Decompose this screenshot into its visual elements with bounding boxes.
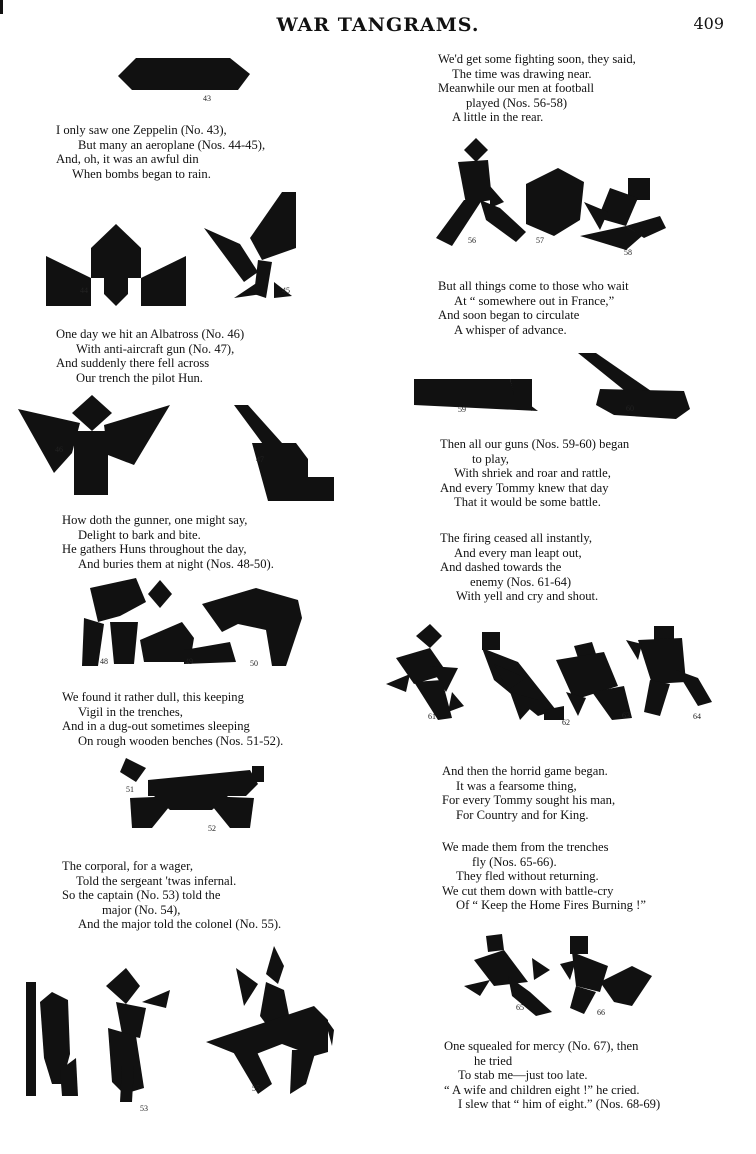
figure-number-60: 60 <box>626 404 634 413</box>
figure-number-52: 52 <box>208 824 216 833</box>
figure-number-64: 64 <box>693 712 701 721</box>
verse-line: I slew that “ him of eight.” (Nos. 68-69) <box>458 1097 661 1112</box>
verse-line: On rough wooden benches (Nos. 51-52). <box>78 733 284 748</box>
verse-line: fly (Nos. 65-66). <box>472 854 557 869</box>
page-edge-mark <box>0 0 3 14</box>
verse-line: We found it rather dull, this keeping <box>62 690 244 704</box>
figure-number-65: 65 <box>516 1003 524 1012</box>
verse-line: One day we hit an Albatross (No. 46) <box>56 327 245 341</box>
right-stanza-3 <box>440 437 629 510</box>
verse-line: And every Tommy knew that day <box>440 480 609 495</box>
figure-65-66-fleeing <box>464 930 660 1018</box>
verse-line: That it would be some battle. <box>454 495 601 510</box>
figure-number-59: 59 <box>458 405 466 414</box>
verse-line: We cut them down with battle-cry <box>442 883 614 898</box>
verse-line: But many an aeroplane (Nos. 44-45), <box>78 137 266 152</box>
verse-line: played (Nos. 56-58) <box>466 95 568 110</box>
verse-line: We made them from the trenches <box>442 840 609 854</box>
verse-line: to play, <box>472 451 509 466</box>
left-stanza-3 <box>62 513 274 571</box>
verse-line: “ A wife and children eight !” he cried. <box>444 1082 640 1097</box>
verse-line: Told the sergeant 'twas infernal. <box>76 873 237 888</box>
verse-line: And buries them at night (Nos. 48-50). <box>78 556 274 571</box>
figure-46-albatross <box>18 395 170 497</box>
verse-line: A whisper of advance. <box>454 322 567 337</box>
verse-line: For Country and for King. <box>456 807 589 822</box>
verse-line: The time was drawing near. <box>452 66 592 81</box>
figure-56-58-football <box>430 138 670 258</box>
left-stanza-1 <box>56 123 265 181</box>
figure-43-zeppelin <box>118 52 258 96</box>
figure-number-61: 61 <box>428 712 436 721</box>
running-title: WAR TANGRAMS. <box>276 14 480 36</box>
verse-line: With shriek and roar and rattle, <box>454 466 611 481</box>
verse-line: The firing ceased all instantly, <box>440 531 593 545</box>
figure-number-57: 57 <box>536 236 544 245</box>
left-stanza-2 <box>56 327 244 385</box>
figure-number-51: 51 <box>126 785 134 794</box>
verse-line: And the major told the colonel (No. 55). <box>78 917 282 932</box>
verse-line: Then all our guns (Nos. 59-60) began <box>440 437 630 451</box>
figure-number-53: 53 <box>140 1104 148 1113</box>
verse-line: And, oh, it was an awful din <box>56 152 199 167</box>
verse-line: When bombs began to rain. <box>72 166 211 181</box>
figure-number-46: 46 <box>55 445 63 454</box>
verse-line: We'd get some fighting soon, they said, <box>438 52 636 66</box>
right-stanza-6 <box>442 840 646 913</box>
verse-line: Delight to bark and bite. <box>78 527 201 542</box>
verse-line: So the captain (No. 53) told the <box>62 888 221 903</box>
figure-number-43: 43 <box>203 94 211 103</box>
verse-line: Our trench the pilot Hun. <box>76 370 203 385</box>
right-stanza-1 <box>438 52 636 125</box>
verse-line: major (No. 54), <box>102 902 181 917</box>
figure-number-55: 55 <box>252 1084 260 1093</box>
verse-line: And suddenly there fell across <box>56 356 210 371</box>
right-stanza-5 <box>442 764 615 822</box>
right-stanza-2 <box>438 279 629 337</box>
verse-line: He gathers Huns throughout the day, <box>62 542 247 557</box>
figure-number-56: 56 <box>468 236 476 245</box>
verse-line: They fled without returning. <box>456 869 599 884</box>
figure-number-62: 62 <box>562 718 570 727</box>
figure-59-60-guns <box>414 353 694 423</box>
figure-number-49: 49 <box>185 657 193 666</box>
verse-line: And dashed towards the <box>440 560 562 575</box>
right-stanza-4 <box>440 531 598 604</box>
verse-line: he tried <box>474 1053 513 1068</box>
verse-line: Of “ Keep the Home Fires Burning !” <box>456 898 646 913</box>
verse-line: At “ somewhere out in France,” <box>454 293 615 308</box>
verse-line: How doth the gunner, one might say, <box>62 513 248 527</box>
verse-line: With yell and cry and shout. <box>456 589 599 604</box>
left-stanza-5 <box>62 859 281 932</box>
verse-line: And in a dug-out sometimes sleeping <box>62 719 250 734</box>
verse-line: For every Tommy sought his man, <box>442 793 616 808</box>
figure-number-63: 63 <box>622 711 630 720</box>
verse-line: The corporal, for a wager, <box>62 859 193 873</box>
verse-line: To stab me—just too late. <box>458 1068 588 1083</box>
verse-line: enemy (Nos. 61-64) <box>470 574 572 589</box>
page-number: 409 <box>693 14 724 33</box>
figure-61-64-charge <box>386 622 726 732</box>
verse-line: Vigil in the trenches, <box>78 704 183 719</box>
figure-44-aeroplane <box>46 220 186 310</box>
figure-47-gun <box>228 403 336 503</box>
verse-line: One squealed for mercy (No. 67), then <box>444 1039 639 1053</box>
figure-number-45: 45 <box>282 286 290 295</box>
verse-line: And soon began to circulate <box>438 308 580 323</box>
verse-line: Meanwhile our men at football <box>438 81 594 96</box>
figure-number-50: 50 <box>250 659 258 668</box>
verse-line: With anti-aircraft gun (No. 47), <box>76 341 235 356</box>
figure-number-58: 58 <box>624 248 632 257</box>
verse-line: And every man leapt out, <box>454 545 582 560</box>
right-stanza-7 <box>444 1039 660 1112</box>
figure-number-48: 48 <box>100 657 108 666</box>
verse-line: But all things come to those who wait <box>438 279 629 293</box>
verse-line: I only saw one Zeppelin (No. 43), <box>56 123 227 137</box>
verse-line: It was a fearsome thing, <box>456 778 577 793</box>
figure-51-52-dugout-bench <box>118 756 268 830</box>
figure-number-44: 44 <box>80 286 88 295</box>
figure-number-47: 47 <box>256 455 264 464</box>
verse-line: And then the horrid game began. <box>442 764 608 778</box>
figure-53-55-officers <box>22 946 334 1116</box>
left-stanza-4 <box>62 690 283 748</box>
verse-line: A little in the rear. <box>452 110 544 125</box>
figure-number-66: 66 <box>597 1008 605 1017</box>
